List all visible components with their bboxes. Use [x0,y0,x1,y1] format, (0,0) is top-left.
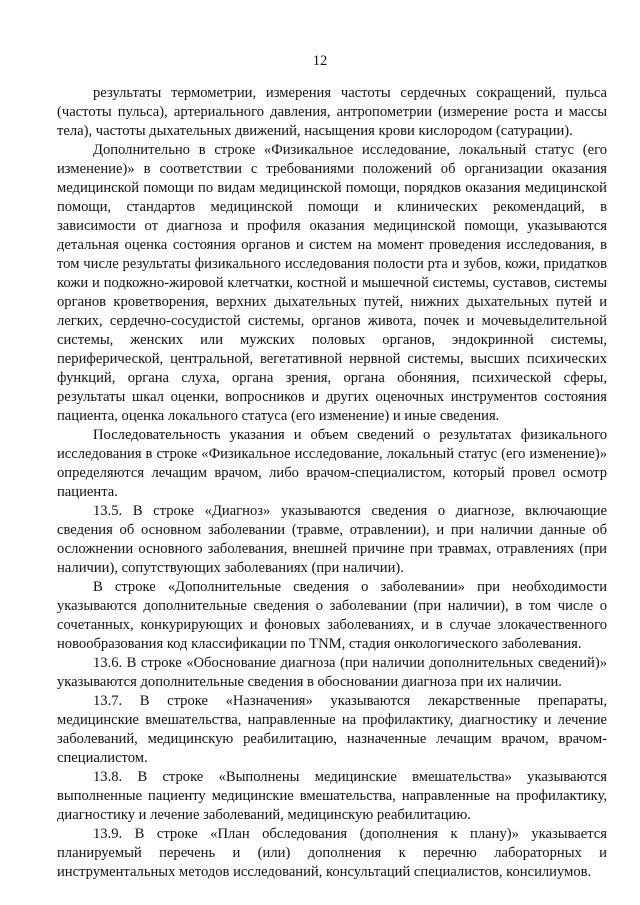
paragraph-13-9-examination-plan: 13.9. В строке «План обследования (дополнения к плану)» указывается планируемый перечень и (или) дополнения к перечню лабораторных и инструментальных методов исследований, консультаций специалистов, консилиумов. [57,826,607,880]
paragraph-13-5-diagnosis: 13.5. В строке «Диагноз» указываются сведения о диагнозе, включающие сведения об основном заболевании (травме, отравлении), и при наличии данные об осложнении основного заболевания, внешней причине при травмах, отравлениях (при наличии), сопутствующих заболеваниях (при наличии). [57,503,607,576]
paragraph-13-6-diagnosis-rationale: 13.6. В строке «Обоснование диагноза (при наличии дополнительных сведений)» указываются дополнительные сведения в обосновании диагноза при их наличии. [57,655,607,690]
page-number: 12 [312,53,328,69]
paragraph-physical-exam-order: Последовательность указания и объем сведений о результатах физикального исследования в строке «Физикальное исследование, локальный статус (его изменение)» определяются лечащим врачом, либо врачом-специалистом, который провел осмотр пациента. [57,427,607,500]
paragraph-vital-signs-continuation: результаты термометрии, измерения частоты сердечных сокращений, пульса (частоты пульса), артериального давления, антропометрии (измерение роста и массы тела), частоты дыхательных движений, насыщения крови кислородом (сатурации). [57,85,607,139]
paragraph-physical-exam-additional: Дополнительно в строке «Физикальное исследование, локальный статус (его изменение)» в соответствии с требованиями положений об организации оказания медицинской помощи по видам медицинской помощи, порядков оказания медицинской помощи, стандартов медицинской помощи и клинических рекомендаций, в зависимости от диагноза и профиля оказания медицинской помощи, указываются детальная оценка состояния органов и систем на момент проведения исследования, в том числе результаты физикального исследования полости рта и зубов, кожи, придатков кожи и подкожно-жировой клетчатки, костной и мышечной системы, суставов, системы органов кроветворения, верхних дыхательных путей, нижних дыхательных путей и легких, сердечно-сосудистой системы, органов живота, почек и мочевыделительной системы, женских или мужских половых органов, эндокринной системы, периферической, центральной, вегетативной нервной системы, высших психических функций, органа слуха, органа зрения, органа обоняния, психической сферы, результаты шкал оценки, вопросников и других оценочных инструментов состояния пациента, оценка локального статуса (его изменение) и иные сведения. [57,142,607,424]
document-body [57,84,607,882]
paragraph-13-8-performed-interventions: 13.8. В строке «Выполнены медицинские вмешательства» указываются выполненные пациенту медицинские вмешательства, направленные на профилактику, диагностику и лечение заболеваний, медицинскую реабилитацию. [57,769,607,823]
paragraph-13-7-prescriptions: 13.7. В строке «Назначения» указываются лекарственные препараты, медицинские вмешательства, направленные на профилактику, диагностику и лечение заболеваний, медицинскую реабилитацию, назначенные лечащим врачом, врачом-специалистом. [57,693,607,766]
paragraph-additional-disease-info: В строке «Дополнительные сведения о заболевании» при необходимости указываются дополнительные сведения о заболевании (при наличии), в том числе о сочетанных, конкурирующих и фоновых заболеваниях, и в случае злокачественного новообразования код классификации по TNM, стадия онкологического заболевания. [57,579,607,652]
